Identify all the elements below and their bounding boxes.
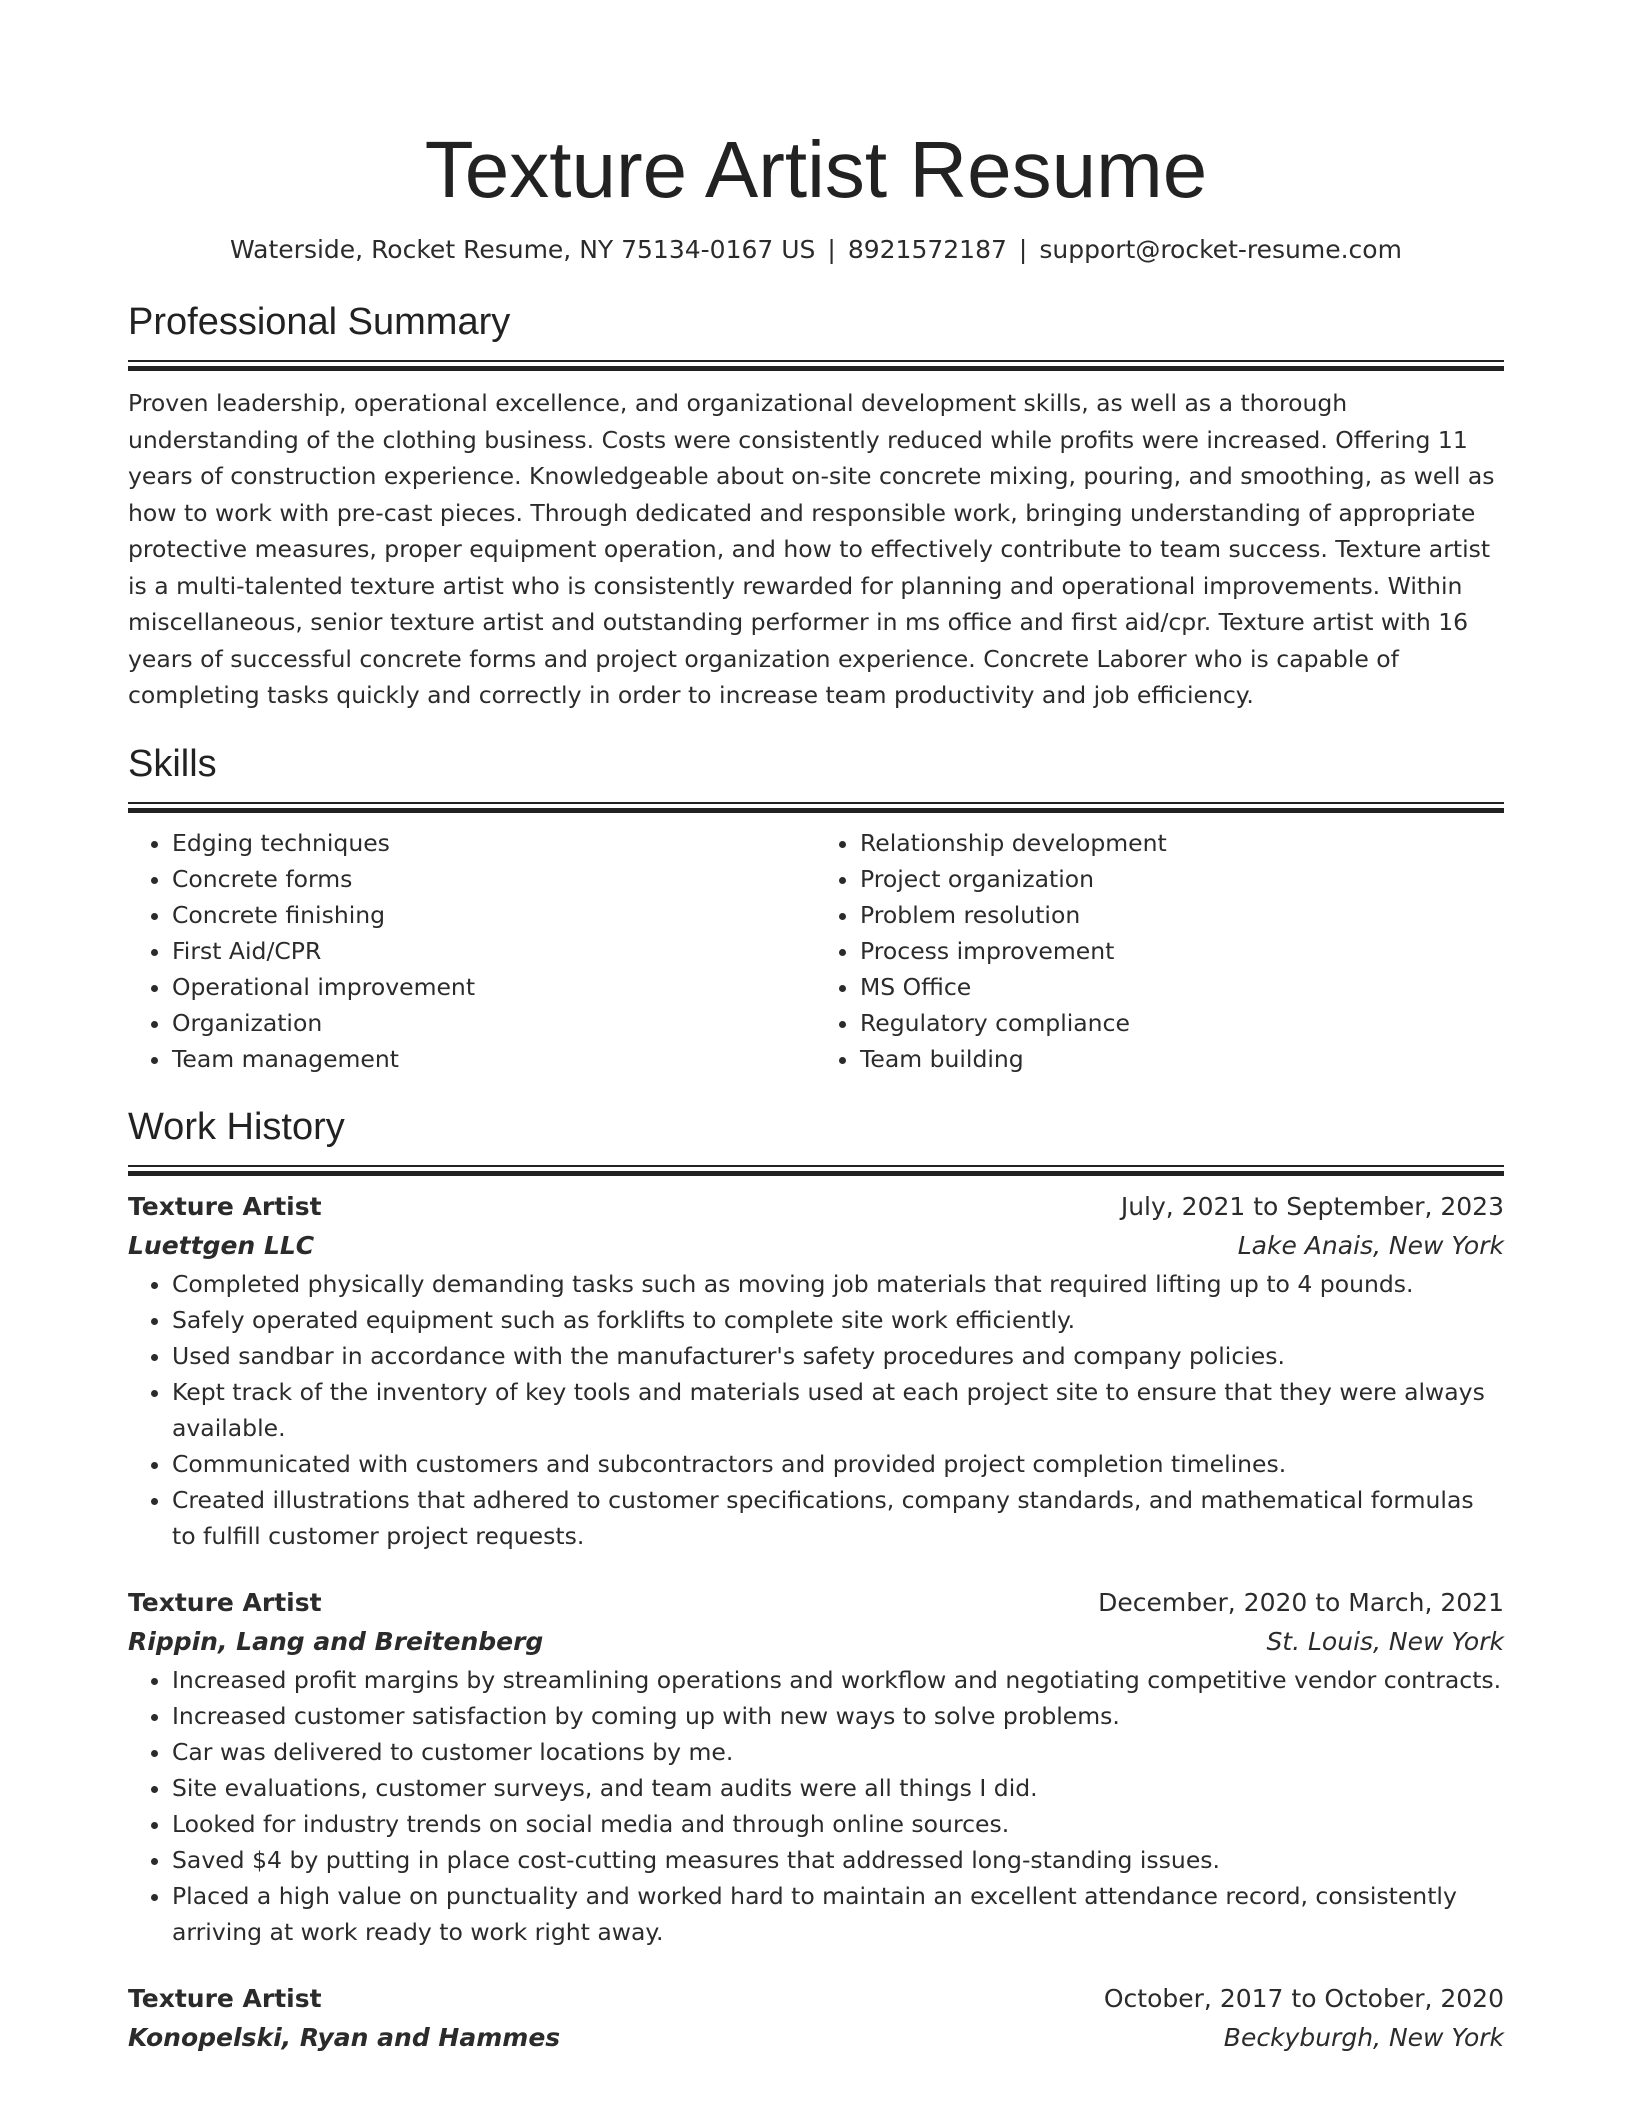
job-title: Texture Artist — [128, 1191, 322, 1221]
section-divider — [128, 1165, 1504, 1176]
summary-text: Proven leadership, operational excellence, and organizational development skills, as well as a thorough understanding of the clothing business. Costs were consistently reduced while profits were increased. Offering 11 years of construction experience. Knowledgeable about on-site concrete mixing, pouring, and smoothing, as well as how to work with pre-cast pieces. Through dedicated and responsible work, bringing understanding of appropriate protective measures, proper equipment operation, and how to effectively contribute to team success. Texture artist is a multi-talented texture artist who is consistently rewarded for planning and operational improvements. Within miscellaneous, senior texture artist and outstanding performer in ms office and first aid/cpr. Texture artist with 16 years of successful concrete forms and project organization experience. Concrete Laborer who is capable of completing tasks quickly and correctly in order to increase team productivity and job efficiency. — [128, 389, 1495, 709]
skill-item: • Edging techniques — [172, 825, 816, 861]
job-header — [128, 1584, 1504, 1622]
skill-item: • Relationship development — [860, 825, 1504, 861]
job-bullet: • Communicated with customers and subcontractors and provided project completion timelines. — [172, 1446, 1504, 1482]
summary-section — [128, 298, 1504, 714]
job-bullet-list — [128, 1266, 1504, 1554]
skills-list-left — [128, 825, 816, 1077]
job-company: Luettgen LLC — [128, 1230, 315, 1260]
job-dates: October, 2017 to October, 2020 — [1103, 1983, 1504, 2013]
job-location: St. Louis, New York — [1266, 1626, 1504, 1656]
job-company: Konopelski, Ryan and Hammes — [128, 2022, 561, 2052]
section-divider — [128, 802, 1504, 813]
job-company: Rippin, Lang and Breitenberg — [128, 1626, 544, 1656]
skill-item: • Concrete forms — [172, 861, 816, 897]
skill-item: • Organization — [172, 1005, 816, 1041]
job-bullet: • Used sandbar in accordance with the manufacturer's safety procedures and company policies. — [172, 1338, 1504, 1374]
job-bullet: • Placed a high value on punctuality and worked hard to maintain an excellent attendance record, consistently arriving at work ready to work right away. — [172, 1878, 1504, 1950]
skill-item: • Concrete finishing — [172, 897, 816, 933]
section-heading-work: Work History — [128, 1105, 345, 1148]
job-header — [128, 1980, 1504, 2018]
contact-phone: 8921572187 — [847, 235, 1007, 264]
skill-item: • Regulatory compliance — [860, 1005, 1504, 1041]
skill-item: • Process improvement — [860, 933, 1504, 969]
job-subheader — [128, 2018, 1504, 2058]
job-subheader — [128, 1226, 1504, 1266]
job-dates: July, 2021 to September, 2023 — [1120, 1191, 1504, 1221]
job-list — [128, 1188, 1504, 2058]
skill-item: • Problem resolution — [860, 897, 1504, 933]
job-subheader — [128, 1622, 1504, 1662]
job-bullet-list — [128, 1662, 1504, 1950]
job-title: Texture Artist — [128, 1983, 322, 2013]
job-bullet: • Created illustrations that adhered to customer specifications, company standards, and mathematical formulas to fulfill customer project requests. — [172, 1482, 1504, 1554]
skill-item: • Project organization — [860, 861, 1504, 897]
contact-line — [128, 234, 1504, 266]
section-heading-skills: Skills — [128, 742, 217, 785]
job-location: Lake Anais, New York — [1237, 1230, 1504, 1260]
skill-item: • Team management — [172, 1041, 816, 1077]
job-bullet: • Increased customer satisfaction by coming up with new ways to solve problems. — [172, 1698, 1504, 1734]
job-bullet: • Looked for industry trends on social media and through online sources. — [172, 1806, 1504, 1842]
skill-item: • Team building — [860, 1041, 1504, 1077]
job-header — [128, 1188, 1504, 1226]
skill-item: • First Aid/CPR — [172, 933, 816, 969]
job-entry — [128, 1188, 1504, 1554]
job-location: Beckyburgh, New York — [1223, 2022, 1504, 2052]
contact-separator: | — [1018, 235, 1028, 264]
section-divider — [128, 360, 1504, 371]
contact-email[interactable]: support@rocket-resume.com — [1039, 235, 1402, 264]
contact-separator: | — [827, 235, 836, 264]
resume-title: Texture Artist Resume — [424, 125, 1208, 214]
skill-item: • Operational improvement — [172, 969, 816, 1005]
section-heading-summary: Professional Summary — [128, 301, 511, 343]
skills-section — [128, 740, 1504, 1077]
job-title: Texture Artist — [128, 1587, 322, 1617]
job-entry — [128, 1980, 1504, 2058]
job-bullet: • Increased profit margins by streamlining operations and workflow and negotiating competitive vendor contracts. — [172, 1662, 1504, 1698]
job-entry — [128, 1584, 1504, 1950]
job-bullet: • Saved $4 by putting in place cost-cutting measures that addressed long-standing issues. — [172, 1842, 1504, 1878]
skill-item: • MS Office — [860, 969, 1504, 1005]
job-bullet: • Car was delivered to customer locations by me. — [172, 1734, 1504, 1770]
skills-list-right — [816, 825, 1504, 1077]
job-bullet: • Site evaluations, customer surveys, and team audits were all things I did. — [172, 1770, 1504, 1806]
skills-columns — [128, 825, 1504, 1077]
job-bullet: • Completed physically demanding tasks such as moving job materials that required lifting up to 4 pounds. — [172, 1266, 1504, 1302]
resume-page — [128, 0, 1504, 2058]
contact-address: Waterside, Rocket Resume, NY 75134-0167 US — [230, 235, 816, 264]
job-bullet: • Safely operated equipment such as forklifts to complete site work efficiently. — [172, 1302, 1504, 1338]
work-section — [128, 1103, 1504, 2058]
job-bullet: • Kept track of the inventory of key tools and materials used at each project site to ensure that they were always available. — [172, 1374, 1504, 1446]
job-dates: December, 2020 to March, 2021 — [1098, 1587, 1504, 1617]
